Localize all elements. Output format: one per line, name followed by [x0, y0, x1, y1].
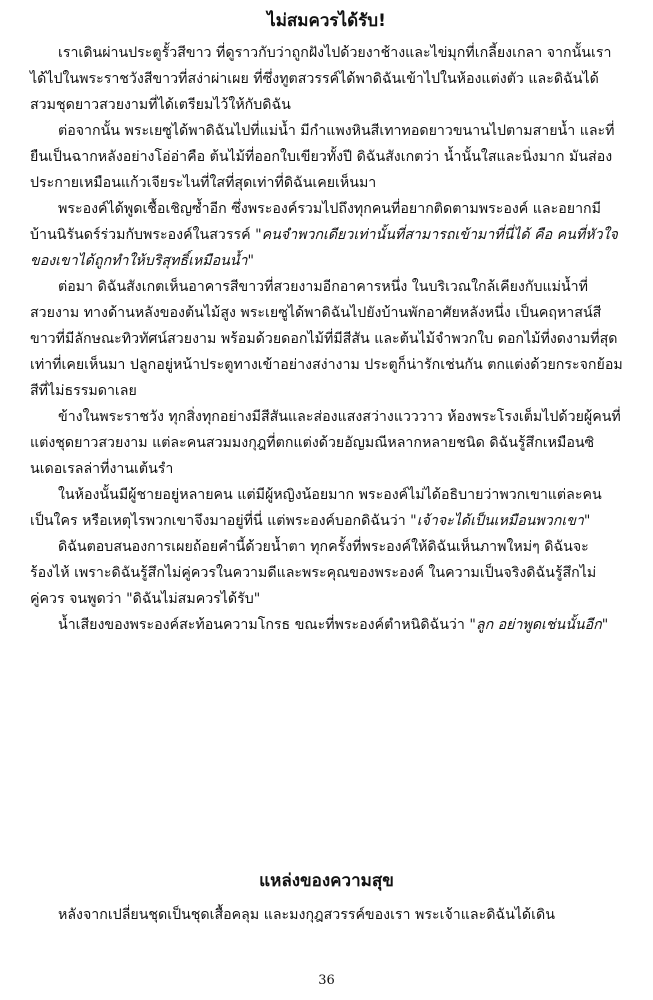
section-title: ไม่สมควรได้รับ!	[267, 11, 386, 31]
paragraph-3-quote: "คนจำพวกเดียวเท่านั้นที่สามารถเข้ามาที่นี่ได้ คือ คนที่หัวใจของเขาได้ถูกทำให้บริสุทธิ์เหมือนน้ำ"	[30, 227, 618, 269]
section-body	[30, 40, 624, 638]
paragraph-6-text: ในห้องนั้นมีผู้ชายอยู่หลายคน แต่มีผู้หญิงน้อยมาก พระองค์ไม่ได้อธิบายว่าพวกเขาแต่ละคนเป็นใคร หรือเหตุไรพวกเขาจึงมาอยู่ที่นี่ แต่พระองค์บอกดิฉันว่า	[30, 487, 602, 529]
paragraph-7: ดิฉันตอบสนองการเผยถ้อยคำนี้ด้วยน้ำตา ทุกครั้งที่พระองค์ให้ดิฉันเห็นภาพใหม่ๆ ดิฉันจะร้องไห้ เพราะดิฉันรู้สึกไม่คู่ควรในความดีและพระคุณของพระองค์ ในความเป็นจริงดิฉันรู้สึกไม่คู่ควร จนพูดว่า "ดิฉันไม่สมควรได้รับ"	[30, 539, 597, 607]
paragraph-6	[30, 482, 624, 534]
section-2-body	[30, 902, 624, 928]
paragraph-3	[30, 196, 624, 274]
paragraph-5: ข้างในพระราชวัง ทุกสิ่งทุกอย่างมีสีสันและส่องแสงสว่างแวววาว ห้องพระโรงเต็มไปด้วยผู้คนที่แต่งชุดยาวสวยงาม แต่ละคนสวมมงกุฎที่ตกแต่งด้วยอัญมณีหลากหลายชนิด ดิฉันรู้สึกเหมือนซินเดอเรลล่าที่งานเต้นรำ	[30, 409, 621, 477]
paragraph-1: เราเดินผ่านประตูรั้วสีขาว ที่ดูราวกับว่าถูกฝังไปด้วยงาช้างและไข่มุกที่เกลี้ยงเกลา จากนั้นเราได้ไปในพระราชวังสีขาวที่สง่าผ่าเผย ที่ซึ่งทูตสวรรค์ได้พาดิฉันเข้าไปในห้องแต่งตัว และดิฉันได้สวมชุดยาวสวยงามที่ได้เตรียมไว้ให้กับดิฉัน	[30, 45, 612, 113]
paragraph-8-text: น้ำเสียงของพระองค์สะท้อนความโกรธ ขณะที่พระองค์ตำหนิดิฉันว่า	[58, 617, 470, 633]
paragraph-6-quote: "เจ้าจะได้เป็นเหมือนพวกเขา"	[410, 513, 591, 529]
paragraph-3-text: พระองค์ได้พูดเชื้อเชิญซ้ำอีก ซึ่งพระองค์รวมไปถึงทุกคนที่อยากติดตามพระองค์ และอยากมีบ้านนิรันดร์ร่วมกับพระองค์ในสวรรค์	[30, 201, 601, 243]
page-number: 36	[318, 973, 335, 988]
paragraph-8-quote: "ลูก อย่าพูดเช่นนั้นอีก"	[469, 617, 609, 633]
paragraph-2: ต่อจากนั้น พระเยซูได้พาดิฉันไปที่แม่น้ำ มีกำแพงหินสีเทาทอดยาวขนานไปตามสายน้ำ และที่ยืนเป็นฉากหลังอย่างโอ่อ่าคือ ต้นไม้ที่ออกใบเขียวทั้งปี ดิฉันสังเกตว่า น้ำนั้นใสและนิ่งมาก มันส่องประกายเหมือนแก้วเจียระไนที่ใสที่สุดเท่าที่ดิฉันเคยเห็นมา	[30, 123, 615, 191]
section-2-paragraph-1: หลังจากเปลี่ยนชุดเป็นชุดเสื้อคลุม และมงกุฎสวรรค์ของเรา พระเจ้าและดิฉันได้เดิน	[58, 907, 555, 923]
section-2-title: แหล่งของความสุข	[259, 871, 394, 891]
paragraph-4: ต่อมา ดิฉันสังเกตเห็นอาคารสีขาวที่สวยงามอีกอาคารหนึ่ง ในบริเวณใกล้เคียงกับแม่น้ำที่สวยงาม ทางด้านหลังของต้นไม้สูง พระเยซูได้พาดิฉันไปยังบ้านพักอาศัยหลังหนึ่ง เป็นคฤหาสน์สีขาวที่มีลักษณะทิวทัศน์สวยงาม พร้อมด้วยดอกไม้ที่มีสีสัน และต้นไม้จำพวกใบ ดอกไม้ที่งดงามที่สุดเท่าที่เคยเห็นมา ปลูกอยู่หน้าประตูทางเข้าอย่างสง่างาม ประตูก็น่ารักเช่นกัน ตกแต่งด้วยกระจกย้อมสีที่ไม่ธรรมดาเลย	[30, 279, 623, 399]
paragraph-8	[30, 612, 624, 638]
